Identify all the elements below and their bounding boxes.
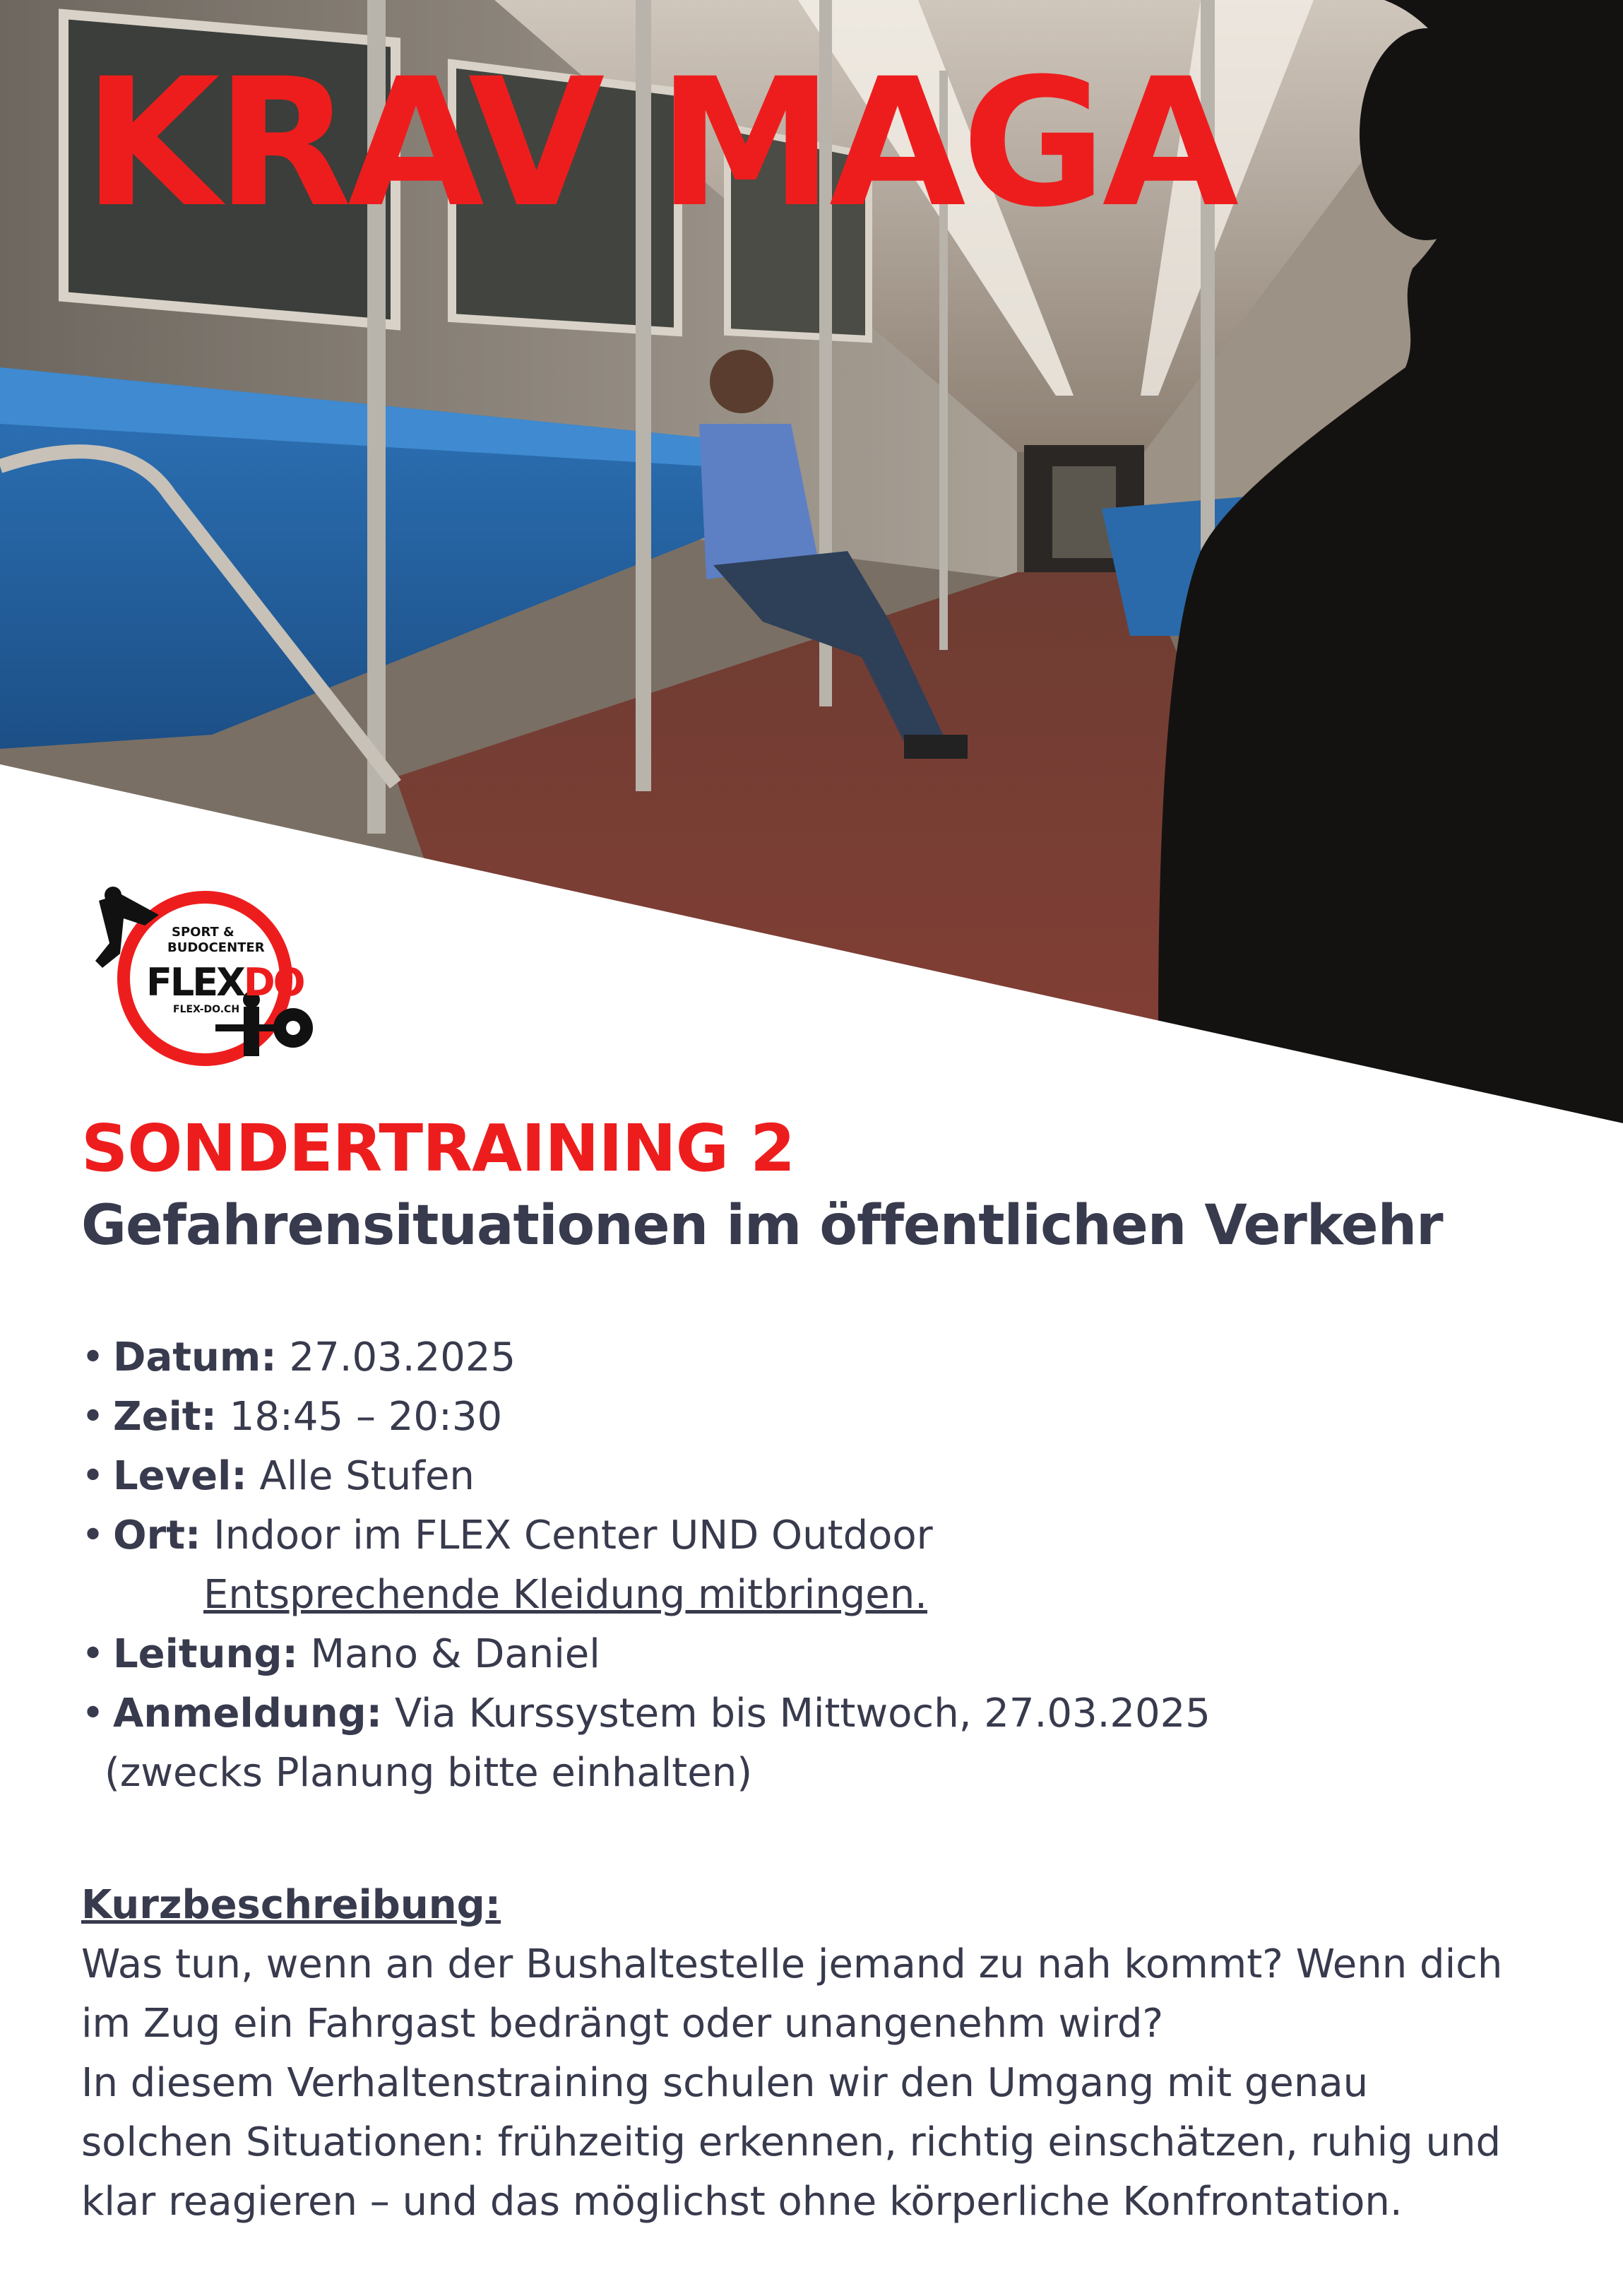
detail-level: • Level: Alle Stufen bbox=[81, 1453, 475, 1499]
logo-tagline-1: SPORT & bbox=[172, 925, 234, 940]
flexdo-logo bbox=[81, 887, 314, 1067]
description-line: In diesem Verhaltenstraining schulen wir den Umgang mit genau bbox=[81, 2060, 1369, 2106]
description-line: solchen Situationen: frühzeitig erkennen, richtig einschätzen, ruhig und bbox=[81, 2119, 1502, 2165]
description bbox=[81, 1876, 1564, 2232]
logo-tagline-2: BUDOCENTER bbox=[167, 940, 265, 955]
detail-anmeldung: • Anmeldung: Via Kurssystem bis Mittwoch, 27.03.2025 (zwecks Planung bitte einhalten) bbox=[81, 1684, 1564, 1803]
detail-leitung: • Leitung: Mano & Daniel bbox=[81, 1631, 600, 1677]
page-subtitle: Gefahrensituationen im öffentlichen Verkehr bbox=[81, 1194, 1443, 1258]
description-line: Was tun, wenn an der Bushaltestelle jemand zu nah kommt? Wenn dich bbox=[81, 1941, 1503, 1987]
detail-zeit: • Zeit: 18:45 – 20:30 bbox=[81, 1394, 503, 1440]
detail-anmeldung-note: (zwecks Planung bitte einhalten) bbox=[105, 1750, 753, 1796]
details-list bbox=[81, 1328, 1564, 1803]
description-heading: Kurzbeschreibung: bbox=[81, 1882, 501, 1928]
detail-datum: • Datum: 27.03.2025 bbox=[81, 1335, 516, 1380]
logo-brand: FLEXDO bbox=[146, 960, 304, 1005]
detail-ort-note: Entsprechende Kleidung mitbringen. bbox=[203, 1572, 927, 1618]
logo-url: FLEX-DO.CH bbox=[173, 1004, 240, 1015]
page-title: SONDERTRAINING 2 bbox=[81, 1111, 795, 1186]
hero-title: KRAV MAGA bbox=[83, 40, 1235, 246]
description-line: im Zug ein Fahrgast bedrängt oder unangenehm wird? bbox=[81, 2001, 1164, 2047]
detail-ort: • Ort: Indoor im FLEX Center UND Outdoor Entsprechende Kleidung mitbringen. bbox=[81, 1506, 1564, 1625]
description-line: klar reagieren – und das möglichst ohne körperliche Konfrontation. bbox=[81, 2179, 1403, 2225]
